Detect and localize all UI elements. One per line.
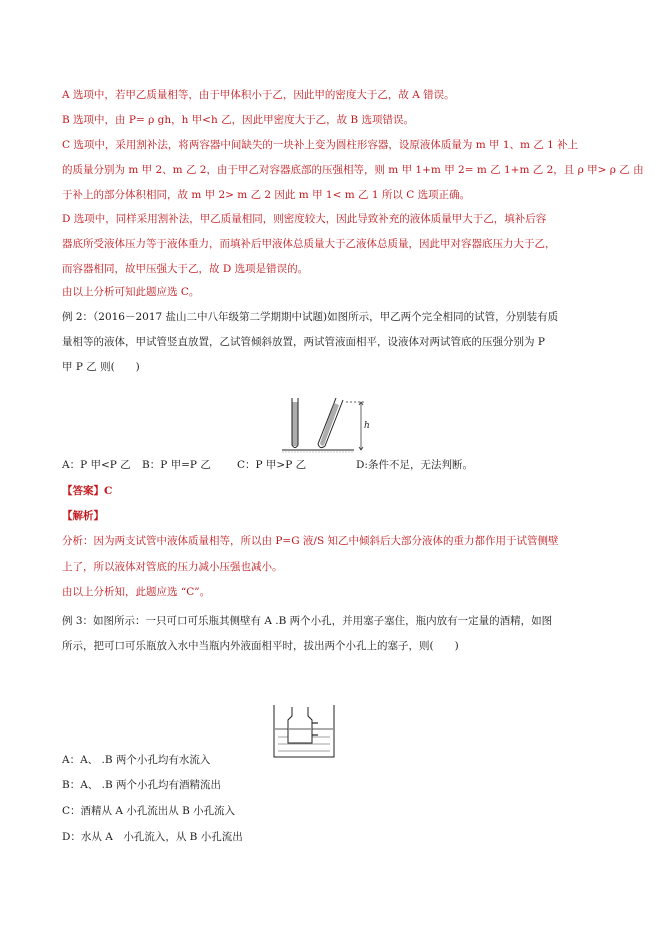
section-a-conclusion: 由以上分析可知此题应选 C。 [62, 286, 200, 298]
option-a-explanation: A 选项中，若甲乙质量相等，由于甲体积小于乙，因此甲的密度大于乙，故 A 错误。 [62, 89, 455, 101]
test-tubes-figure [280, 396, 370, 458]
analysis-line2: 上了，所以液体对管底的压力减小压强也减小。 [62, 561, 283, 573]
example2-question-line2: 量相等的液体，甲试管竖直放置，乙试管倾斜放置，两试管液面相平，设液体对两试管底的压强分别为 P [62, 336, 545, 348]
bottle-in-water-figure [272, 703, 336, 759]
option-c-explanation-line2: 的质量分别为 m 甲 2、m 乙 2，由于甲乙对容器底部的压强相等，则 m 甲 1+m 甲 2= m 乙 1+m 乙 2，且 ρ 甲> ρ 乙 由 [62, 164, 644, 176]
example3-option-b: B：A、 .B 两个小孔均有酒精流出 [62, 779, 222, 791]
example3-option-a: A：A、 .B 两个小孔均有水流入 [62, 754, 211, 766]
example2-question-line3: 甲 P 乙 则( ) [62, 361, 140, 373]
option-d-explanation-line2: 器底所受液体压力等于液体重力，而填补后甲液体总质量大于乙液体总质量，因此甲对容器底压力大于乙， [62, 238, 556, 250]
option-c-explanation-line3: 于补上的部分体积相同，故 m 甲 2> m 乙 2 因此 m 甲 1< m 乙 1 所以 C 选项正确。 [62, 189, 471, 201]
example3-option-c: C：酒精从 A 小孔流出从 B 小孔流入 [62, 805, 236, 817]
example2-option-c: C：P 甲>P 乙 [237, 459, 307, 471]
figure-height-label: h [364, 421, 370, 431]
option-b-explanation: B 选项中，由 P= ρ gh，h 甲<h 乙，因此甲密度大于乙，故 B 选项错误。 [62, 114, 414, 126]
option-c-explanation-line1: C 选项中，采用割补法，将两容器中间缺失的一块补上变为圆柱形容器，设原液体质量为 m 甲 1、m 乙 1 补上 [62, 139, 579, 151]
example2-option-b: B：P 甲=P 乙 [142, 459, 211, 471]
option-d-explanation-line1: D 选项中，同样采用割补法，甲乙质量相同，则密度较大，因此导致补充的液体质量甲大于乙，填补后容 [62, 213, 547, 225]
example2-conclusion: 由以上分析知，此题应选 “C”。 [62, 586, 211, 598]
example3-question-line2: 所示，把可口可乐瓶放入水中当瓶内外液面相平时，拔出两个小孔上的塞子，则( ) [62, 640, 459, 652]
example2-question-line1: 例 2：（2016－2017 盐山二中八年级第二学期期中试题)如图所示，甲乙两个完全相同的试管，分别装有质 [62, 311, 559, 323]
analysis-label: 【解析】 [62, 510, 104, 522]
example2-option-d: D:条件不足，无法判断。 [356, 459, 473, 471]
example2-option-a: A：P 甲<P 乙 [62, 459, 131, 471]
option-d-explanation-line3: 而容器相同，故甲压强大于乙，故 D 选项是错误的。 [62, 263, 309, 275]
answer-label: 【答案】C [62, 485, 113, 497]
example3-option-d: D：水从 A 小孔流入，从 B 小孔流出 [62, 831, 243, 843]
analysis-line1: 分析：因为两支试管中液体质量相等，所以由 P=G 液/S 知乙中倾斜后大部分液体的重力都作用于试管侧壁 [62, 535, 559, 547]
example3-question-line1: 例 3：如图所示：一只可口可乐瓶其侧壁有 A .B 两个小孔，并用塞子塞住，瓶内放有一定量的酒精，如图 [62, 615, 553, 627]
